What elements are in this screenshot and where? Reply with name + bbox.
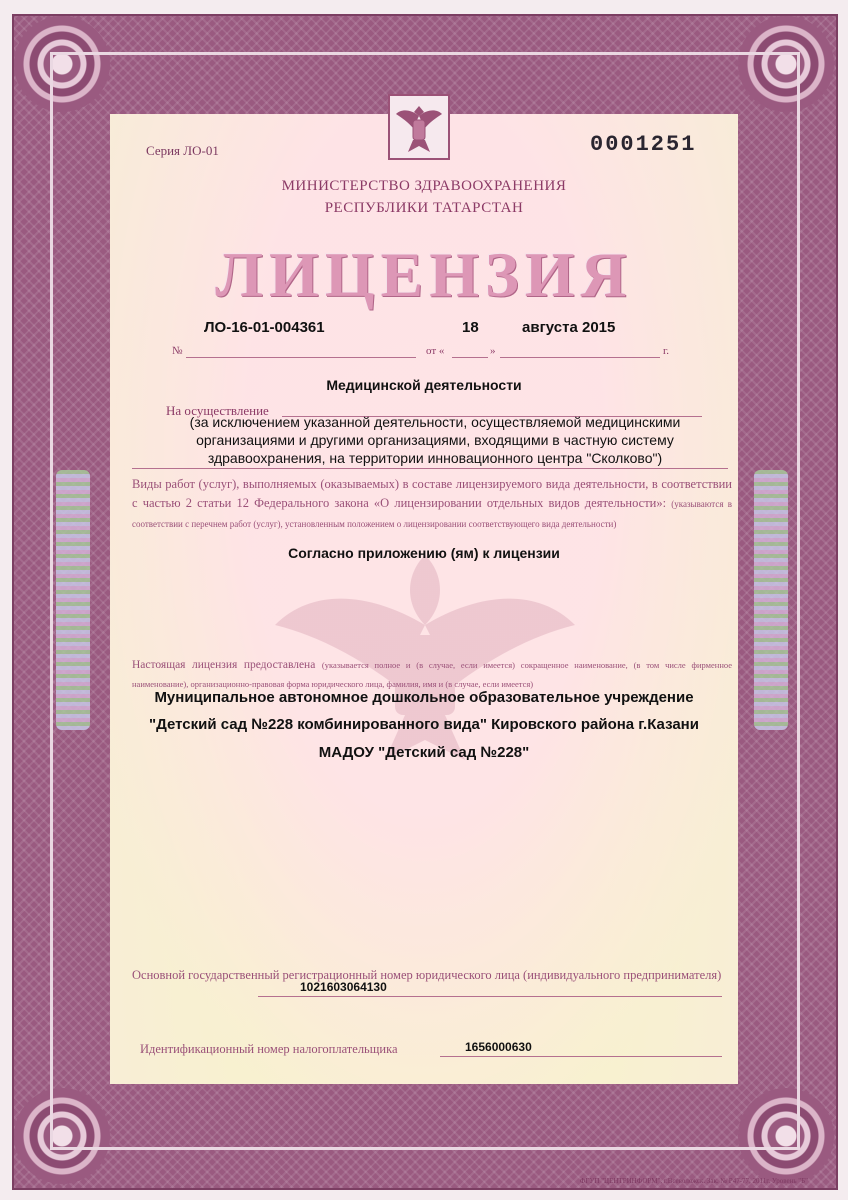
license-month-year: августа 2015 <box>522 319 616 336</box>
licensee-line-2: "Детский сад №228 комбинированного вида" Кировского района г.Казани <box>149 716 699 733</box>
document-title: ЛИЦЕНЗИЯ <box>215 239 633 310</box>
blank-number: 0001251 <box>590 132 697 157</box>
activity-note-underline <box>132 468 728 469</box>
day-underline <box>452 357 488 358</box>
date-quote-close: » <box>490 345 496 357</box>
issuer-line-1: МИНИСТЕРСТВО ЗДРАВООХРАНЕНИЯ <box>281 178 567 194</box>
license-day: 18 <box>462 319 479 336</box>
year-suffix: г. <box>663 345 670 357</box>
activity-note: (за исключением указанной деятельности, осуществляемой медицинскими организациями и другими организациями, входящими в частную систему здравоохранения, на территории инновационного центра "Сколково") <box>189 414 681 466</box>
work-types-text: Виды работ (услуг), выполняемых (оказываемых) в составе лицензируемого вида деятельности, в соответствии с частью 2 статьи 12 Федерального закона «О лицензировании отдельных видов деятельности»: <box>132 477 732 510</box>
activity-value: Медицинской деятельности <box>326 377 522 393</box>
printer-imprint: ФГУП "ЦЕНТРИНФОРМ", г.Всеволожск. Зак. № Р47-77, 2011г. Уровень "Б" <box>579 1177 808 1185</box>
ogrn-label: Основной государственный регистрационный номер юридического лица (индивидуального предпринимателя) <box>132 968 722 982</box>
work-types-hint: (указываются в соответствии с перечнем работ (услуг), установленным положением о лицензировании соответствующего вида деятельности) <box>132 499 732 529</box>
number-label: № <box>172 345 183 357</box>
activity-label: На осуществление <box>166 403 269 418</box>
ogrn-underline <box>258 996 722 997</box>
work-types-label <box>132 475 732 534</box>
number-underline <box>186 357 416 358</box>
inn-underline <box>440 1056 722 1057</box>
inn-label: Идентификационный номер налогоплательщика <box>140 1042 398 1056</box>
month-underline <box>500 357 660 358</box>
licensee-hint: (указывается полное и (в случае, если имеется) сокращенное наименование, (в том числе фирменное наименование), организационно-правовая форма юридического лица, фамилия, имя и (в случае, если имеется) <box>132 660 733 689</box>
licensee-line-3: МАДОУ "Детский сад №228" <box>318 744 530 761</box>
licensee-text: Настоящая лицензия предоставлена <box>132 659 316 671</box>
coat-of-arms-emblem <box>388 94 450 160</box>
double-headed-eagle-icon <box>390 96 448 158</box>
date-from-label: от « <box>426 345 445 357</box>
work-types-value: Согласно приложению (ям) к лицензии <box>288 545 560 561</box>
series-label: Серия ЛО-01 <box>146 143 219 158</box>
inn-value: 1656000630 <box>465 1040 532 1054</box>
licensee-line-1: Муниципальное автономное дошкольное образовательное учреждение <box>154 689 694 706</box>
issuer-line-2: РЕСПУБЛИКИ ТАТАРСТАН <box>324 200 524 216</box>
license-number: ЛО-16-01-004361 <box>204 319 325 336</box>
ogrn-value: 1021603064130 <box>300 980 387 994</box>
